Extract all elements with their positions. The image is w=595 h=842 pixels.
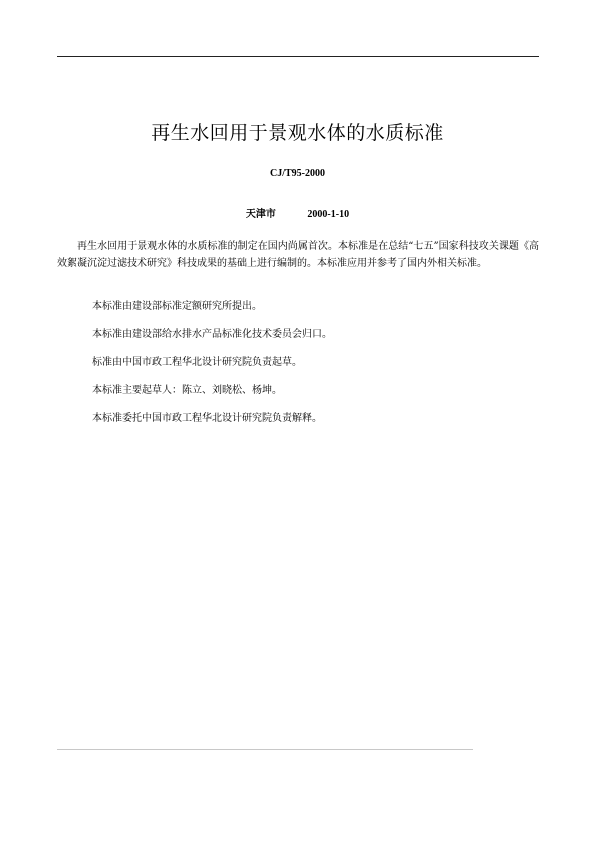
paragraph-drafters: 本标准主要起草人：陈立、刘晓松、杨坤。 bbox=[92, 385, 282, 396]
paragraph-administration: 本标准由建设部给水排水产品标准化技术委员会归口。 bbox=[92, 329, 332, 340]
paragraph-drafting-unit: 标准由中国市政工程华北设计研究院负责起草。 bbox=[92, 357, 302, 368]
header-divider bbox=[57, 56, 539, 57]
paragraph-interpretation: 本标准委托中国市政工程华北设计研究院负责解释。 bbox=[92, 413, 322, 424]
paragraph-proposer: 本标准由建设部标准定额研究所提出。 bbox=[92, 301, 262, 312]
standard-code: CJ/T95-2000 bbox=[270, 168, 325, 179]
issue-date: 2000-1-10 bbox=[307, 209, 350, 220]
issue-place: 天津市 bbox=[245, 209, 276, 220]
place-date-line bbox=[0, 205, 595, 220]
intro-paragraph: 再生水回用于景观水体的水质标准的制定在国内尚属首次。本标准是在总结“七五”国家科技攻关课题《高效絮凝沉淀过滤技术研究》科技成果的基础上进行编制的。本标准应用并参考了国内外相关标准。 bbox=[57, 241, 539, 269]
document-title: 再生水回用于景观水体的水质标准 bbox=[151, 122, 444, 144]
footer-divider bbox=[57, 749, 473, 750]
